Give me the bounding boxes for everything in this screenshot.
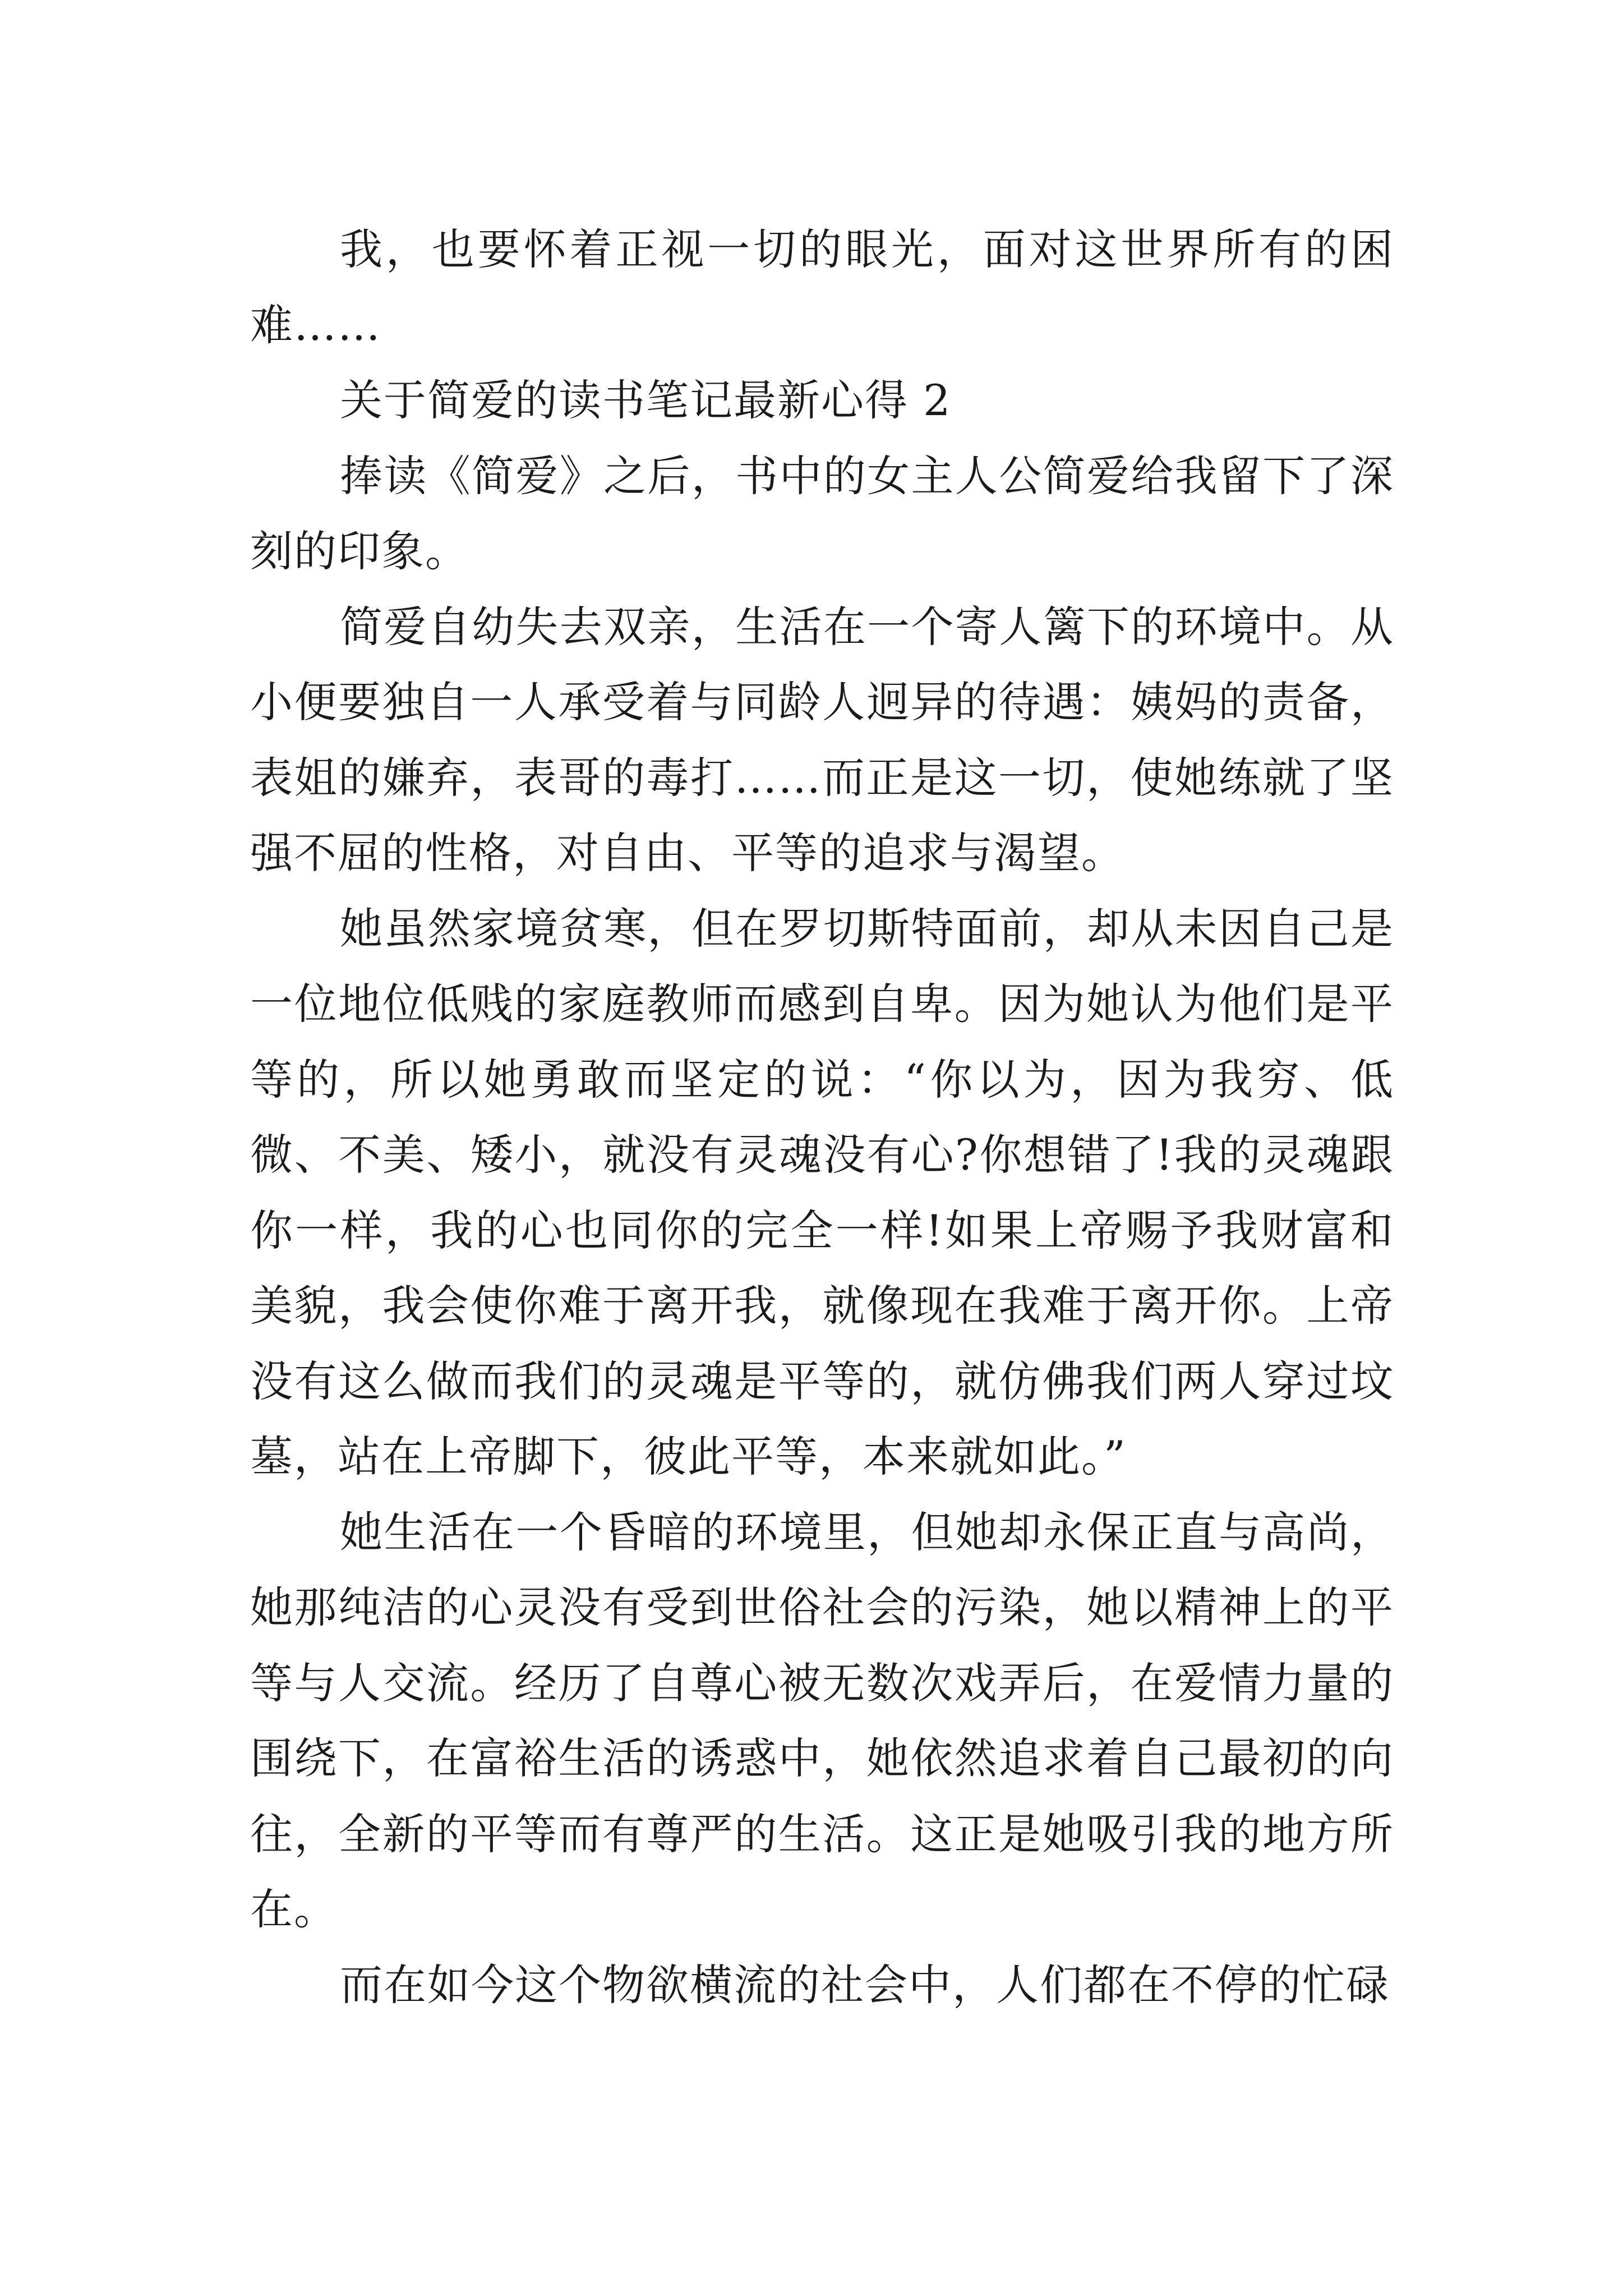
document-body <box>250 212 1394 2023</box>
paragraph: 简爱自幼失去双亲，生活在一个寄人篱下的环境中。从小便要独自一人承受着与同龄人迥异的待遇：姨妈的责备，表姐的嫌弃，表哥的毒打……而正是这一切，使她练就了坚强不屈的性格，对自由、平等的追求与渴望。 <box>250 601 1394 878</box>
paragraph: 她生活在一个昏暗的环境里，但她却永保正直与高尚，她那纯洁的心灵没有受到世俗社会的污染，她以精神上的平等与人交流。经历了自尊心被无数次戏弄后，在爱情力量的围绕下，在富裕生活的诱惑中，她依然追求着自己最初的向往，全新的平等而有尊严的生活。这正是她吸引我的地方所在。 <box>250 1507 1394 1934</box>
paragraph: 捧读《简爱》之后，书中的女主人公简爱给我留下了深刻的印象。 <box>250 450 1394 576</box>
paragraph: 我，也要怀着正视一切的眼光，面对这世界所有的困难…… <box>250 224 1394 350</box>
paragraph: 她虽然家境贫寒，但在罗切斯特面前，却从未因自己是一位地位低贱的家庭教师而感到自卑。因为她认为他们是平等的，所以她勇敢而坚定的说：“你以为，因为我穷、低微、不美、矮小，就没有灵魂没有心?你想错了!我的灵魂跟你一样，我的心也同你的完全一样!如果上帝赐予我财富和美貌，我会使你难于离开我，就像现在我难于离开你。上帝没有这么做而我们的灵魂是平等的，就仿佛我们两人穿过坟墓，站在上帝脚下，彼此平等，本来就如此。” <box>250 903 1394 1481</box>
paragraph: 而在如今这个物欲横流的社会中，人们都在不停的忙碌 <box>340 1959 1390 2010</box>
section-heading: 关于简爱的读书笔记最新心得 2 <box>340 375 952 425</box>
